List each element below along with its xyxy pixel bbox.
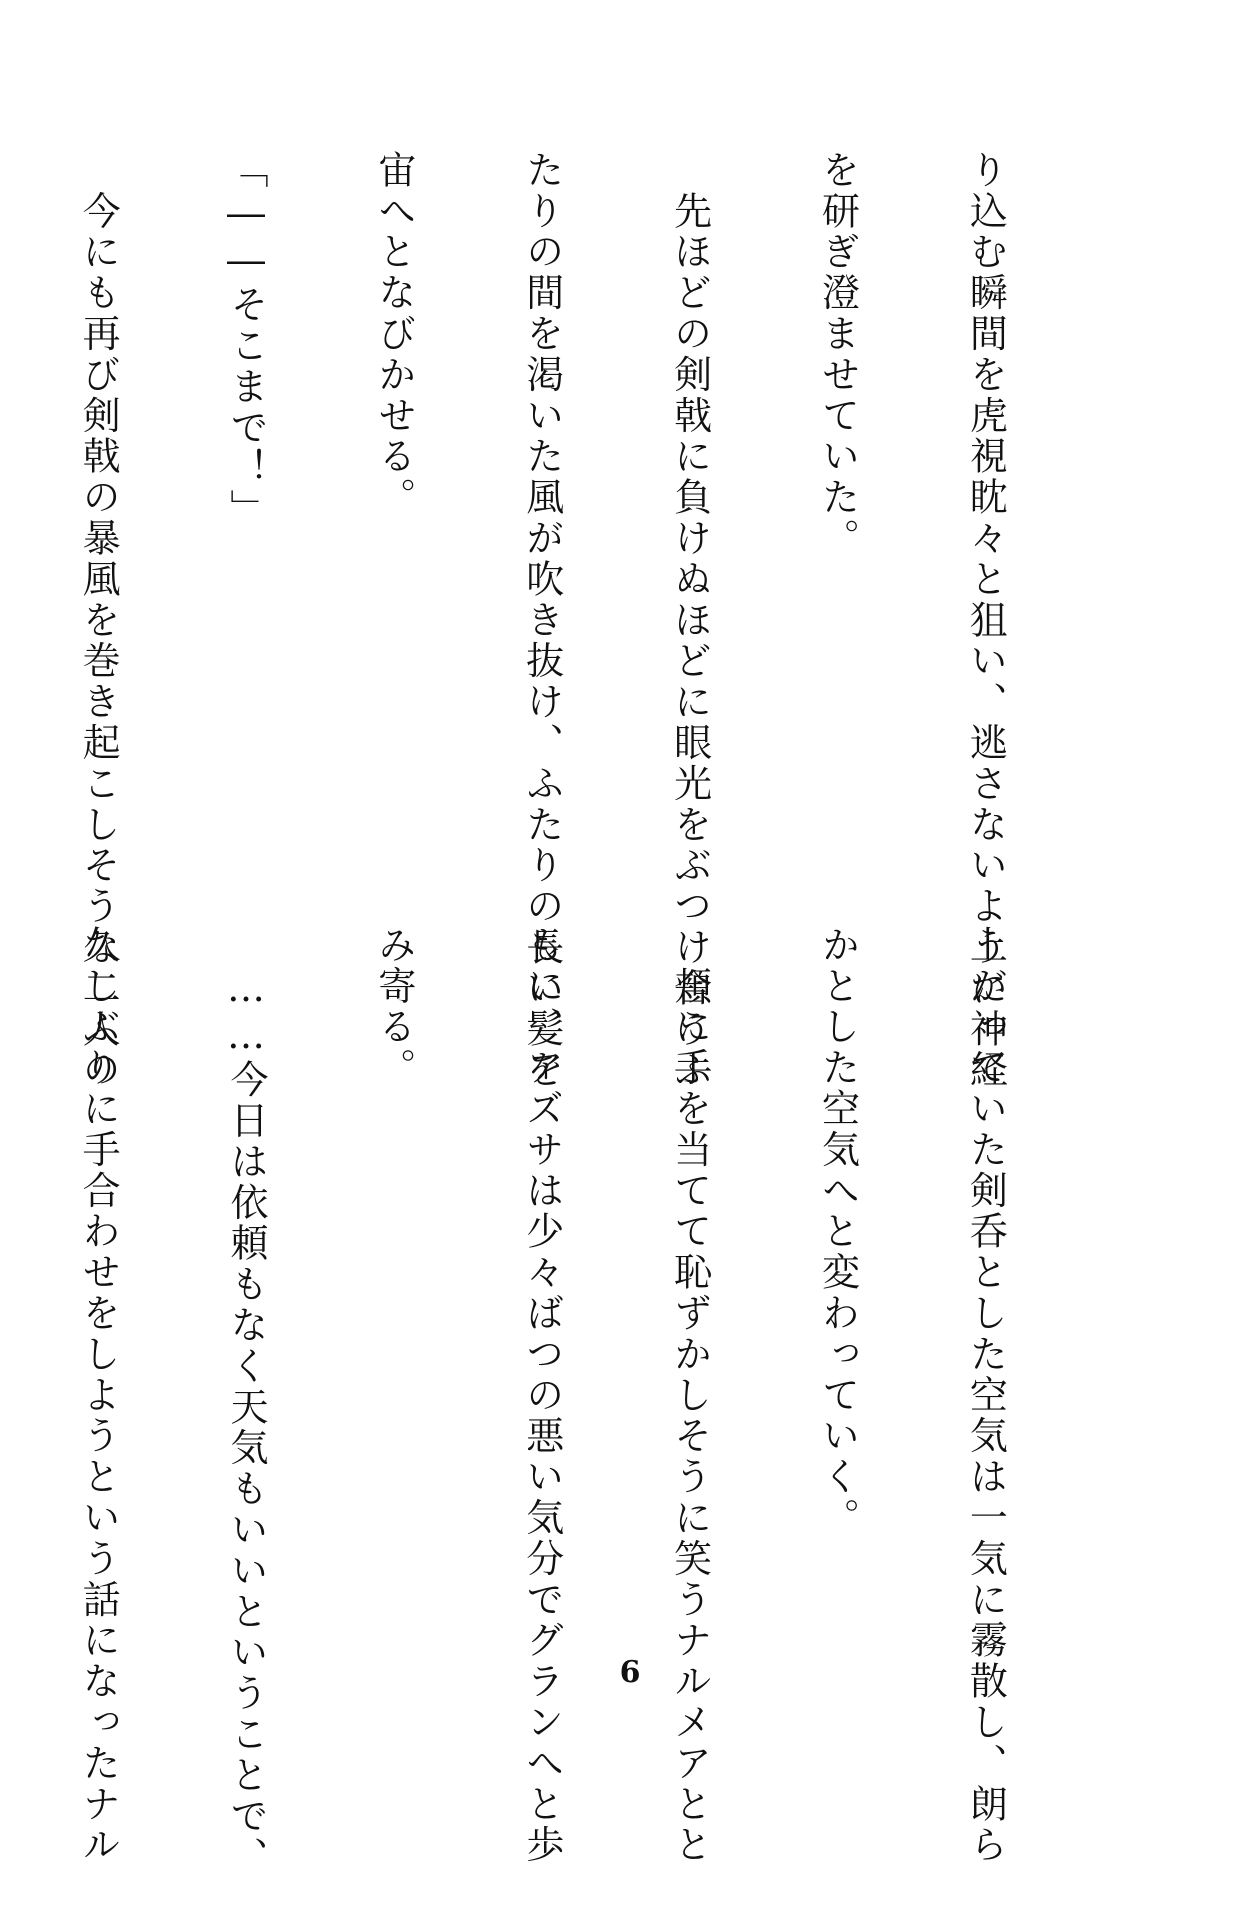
text-block-bottom [76,925,1108,1878]
text-line: を研ぎ澄ませていた。 [815,150,860,559]
text-line: たりの間を渇いた風が吹き抜け、ふたりの長い髪を [519,150,564,1091]
text-line: 上がっていた剣呑とした空気は一気に霧散し、朗ら [963,925,1008,1866]
text-line: り込む瞬間を虎視眈々と狙い、逃さないように神経 [963,150,1008,1091]
text-line: かとした空気へと変わっていく。 [815,925,860,1539]
text-line: 宙へとなびかせる。 [371,150,416,519]
page-number: 6 [619,1655,641,1690]
text-line: 先ほどの剣戟に負けぬほどに眼光をぶつけ合うふ [667,150,712,1091]
text-line: 久しぶりに手合わせをしようという話になったナル [76,925,121,1866]
text-line: ……今日は依頼もなく天気もいいということで、 [223,925,268,1878]
text-line: み寄る。 [371,925,416,1089]
text-line: 今にも再び剣戟の暴風を巻き起こしそうな二人の [76,150,121,1091]
text-line: もに、アズサは少々ばつの悪い気分でグランへと歩 [519,925,564,1866]
text-line: 「――そこまで！」 [223,150,268,531]
text-line: 頬に手を当てて恥ずかしそうに笑うナルメアとと [667,925,712,1866]
